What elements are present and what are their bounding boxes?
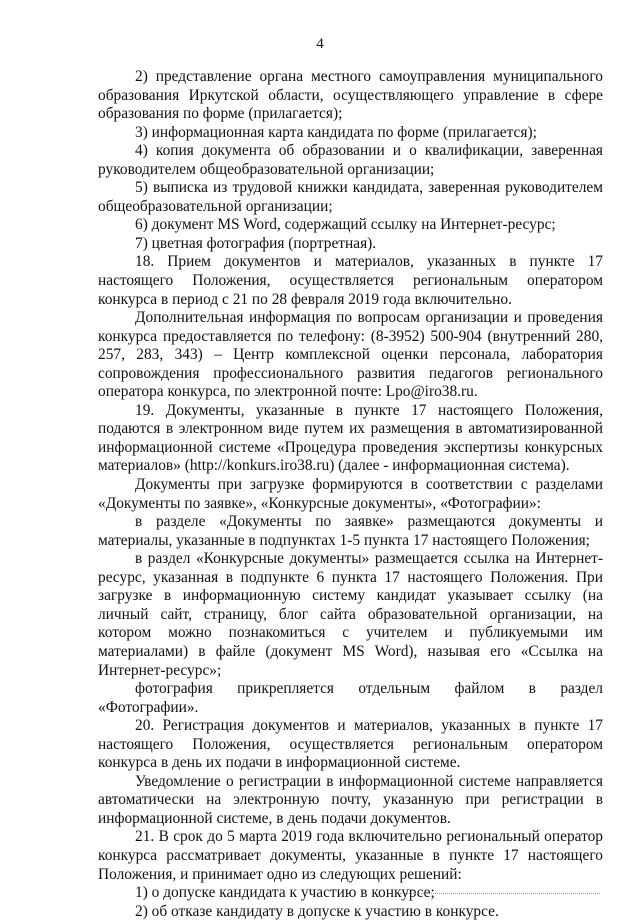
paragraph: 3) информационная карта кандидата по форме (прилагается);: [135, 123, 537, 141]
paragraph: 5) выписка из трудовой книжки кандидата, заверенная руководителем общеобразовательной организации;: [98, 179, 603, 215]
paragraph: в раздел «Конкурсные документы» размещается ссылка на Интернет-ресурс, указанная в подпункте 6 пункта 17 настоящего Положения. При загрузке в информационную систему кандидат указывает ссылку (на личный сайт, страницу, блог сайта образовательной организации, на котором можно познакомиться с учителем и публикуемыми им материалами) в файле (документ MS Word), называя его «Ссылка на Интернет-ресурс»;: [98, 550, 603, 679]
paragraph: 2) представление органа местного самоуправления муниципального образования Иркутской области, осуществляющего управление в сфере образования по форме (прилагается);: [98, 68, 603, 123]
paragraph: 4) копия документа об образовании и о квалификации, заверенная руководителем общеобразовательной организации;: [98, 142, 603, 178]
paragraph: 20. Регистрация документов и материалов, указанных в пункте 17 настоящего Положения, осуществляется региональным оператором конкурса в день их подачи в информационной системе.: [98, 717, 603, 772]
document-body: [98, 68, 603, 921]
paragraph: фотография прикрепляется отдельным файлом в раздел «Фотографии».: [98, 680, 603, 716]
paragraph: в разделе «Документы по заявке» размещаются документы и материалы, указанные в подпунктах 1-5 пункта 17 настоящего Положения;: [98, 513, 603, 549]
paragraph: 19. Документы, указанные в пункте 17 настоящего Положения, подаются в электронном виде путем их размещения в автоматизированной информационной системе «Процедура проведения экспертизы конкурсных материалов» (http://konkurs.iro38.ru) (далее - информационная система).: [98, 401, 603, 475]
paragraph: 18. Прием документов и материалов, указанных в пункте 17 настоящего Положения, осуществляется региональным оператором конкурса в период с 21 по 28 февраля 2019 года включительно.: [98, 253, 603, 308]
footer-divider: [400, 893, 600, 894]
paragraph: 2) об отказе кандидату в допуске к участию в конкурсе.: [135, 902, 499, 920]
paragraph: 21. В срок до 5 марта 2019 года включительно региональный оператор конкурса рассматривает документы, указанные в пункте 17 настоящего Положения, и принимает одно из следующих решений:: [98, 828, 603, 883]
paragraph: Уведомление о регистрации в информационной системе направляется автоматически на электронную почту, указанную при регистрации в информационной системе, в день подачи документов.: [98, 772, 603, 827]
paragraph: Дополнительная информация по вопросам организации и проведения конкурса предоставляется по телефону: (8-3952) 500-904 (внутренний 280, 257, 283, 343) – Центр комплексной оценки персонала, лаборатория сопровождения профессионального развития педагогов регионального оператора конкурса, по электронной почте: Lpo@iro38.ru.: [98, 309, 603, 401]
paragraph: 6) документ MS Word, содержащий ссылку на Интернет-ресурс;: [135, 216, 556, 234]
paragraph: 7) цветная фотография (портретная).: [135, 234, 377, 252]
paragraph: Документы при загрузке формируются в соответствии с разделами «Документы по заявке», «Конкурсные документы», «Фотографии»:: [98, 476, 603, 512]
paragraph: 1) о допуске кандидата к участию в конкурсе;: [135, 884, 435, 902]
page-number: 4: [316, 36, 324, 52]
